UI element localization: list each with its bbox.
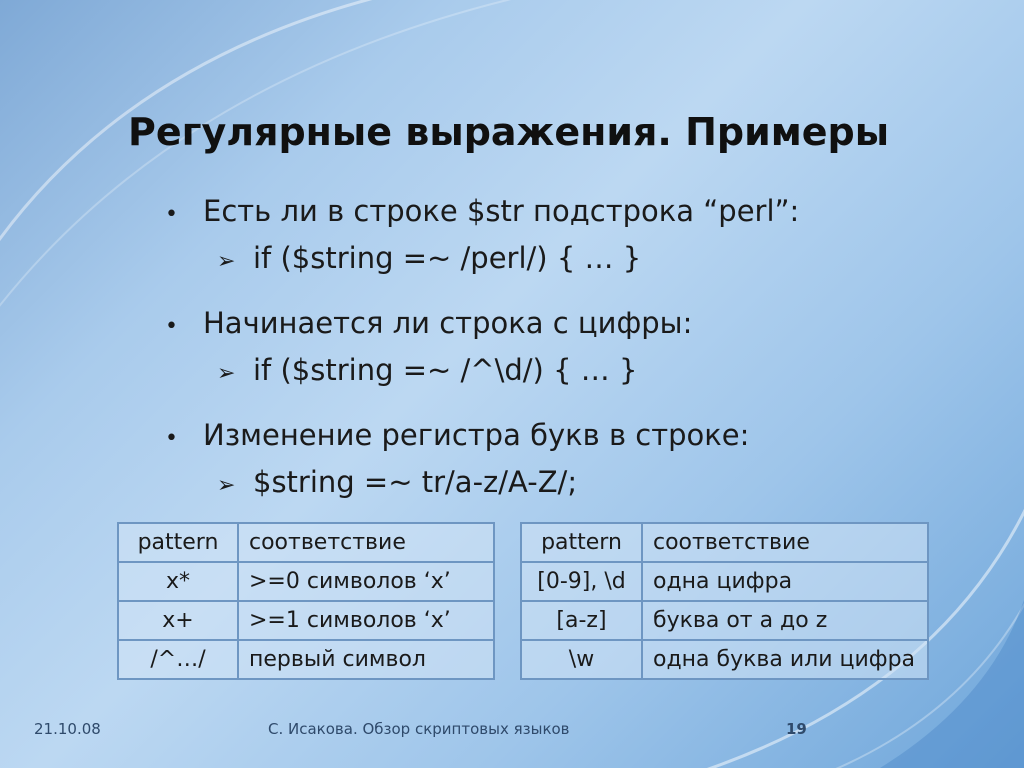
pattern-table-left: [117, 522, 495, 680]
bullet-item: [165, 414, 965, 508]
table-cell: буква от a до z: [642, 601, 928, 640]
table-cell: \w: [521, 640, 642, 679]
table-cell: одна буква или цифра: [642, 640, 928, 679]
table-cell: [0-9], \d: [521, 562, 642, 601]
table-header-cell: соответствие: [642, 523, 928, 562]
footer-author: С. Исакова. Обзор скриптовых языков: [268, 720, 570, 738]
table-cell: x+: [118, 601, 238, 640]
table-row: [521, 640, 928, 679]
pattern-table-right: [520, 522, 929, 680]
table-header-row: [521, 523, 928, 562]
table-header-cell: pattern: [521, 523, 642, 562]
table-cell: >=0 символов ‘x’: [238, 562, 494, 601]
table-row: [118, 562, 494, 601]
slide-title: Регулярные выражения. Примеры: [128, 110, 890, 154]
code-example: if ($string =~ /perl/) { … }: [253, 241, 642, 275]
table-cell: одна цифра: [642, 562, 928, 601]
arrow-bullet-icon: ➢: [217, 473, 236, 498]
table-cell: x*: [118, 562, 238, 601]
table-row: [118, 640, 494, 679]
table-cell: /^…/: [118, 640, 238, 679]
table-cell: >=1 символов ‘x’: [238, 601, 494, 640]
table-row: [521, 601, 928, 640]
code-example: $string =~ tr/a-z/A-Z/;: [253, 465, 578, 499]
table-header-cell: соответствие: [238, 523, 494, 562]
arrow-bullet-icon: ➢: [217, 249, 236, 274]
bullet-text: Начинается ли строка с цифры:: [203, 306, 693, 340]
bullet-dot-icon: •: [165, 426, 178, 451]
bullet-dot-icon: •: [165, 202, 178, 227]
table-cell: [a-z]: [521, 601, 642, 640]
table-header-cell: pattern: [118, 523, 238, 562]
bullet-item: [165, 302, 965, 396]
table-cell: первый символ: [238, 640, 494, 679]
page-number: 19: [786, 720, 807, 738]
arrow-bullet-icon: ➢: [217, 361, 236, 386]
bullet-list: [165, 190, 965, 526]
bullet-dot-icon: •: [165, 314, 178, 339]
bullet-text: Есть ли в строке $str подстрока “perl”:: [203, 194, 800, 228]
table-header-row: [118, 523, 494, 562]
table-row: [521, 562, 928, 601]
bullet-item: [165, 190, 965, 284]
table-row: [118, 601, 494, 640]
bullet-text: Изменение регистра букв в строке:: [203, 418, 750, 452]
code-example: if ($string =~ /^\d/) { … }: [253, 353, 638, 387]
footer-date: 21.10.08: [34, 720, 101, 738]
